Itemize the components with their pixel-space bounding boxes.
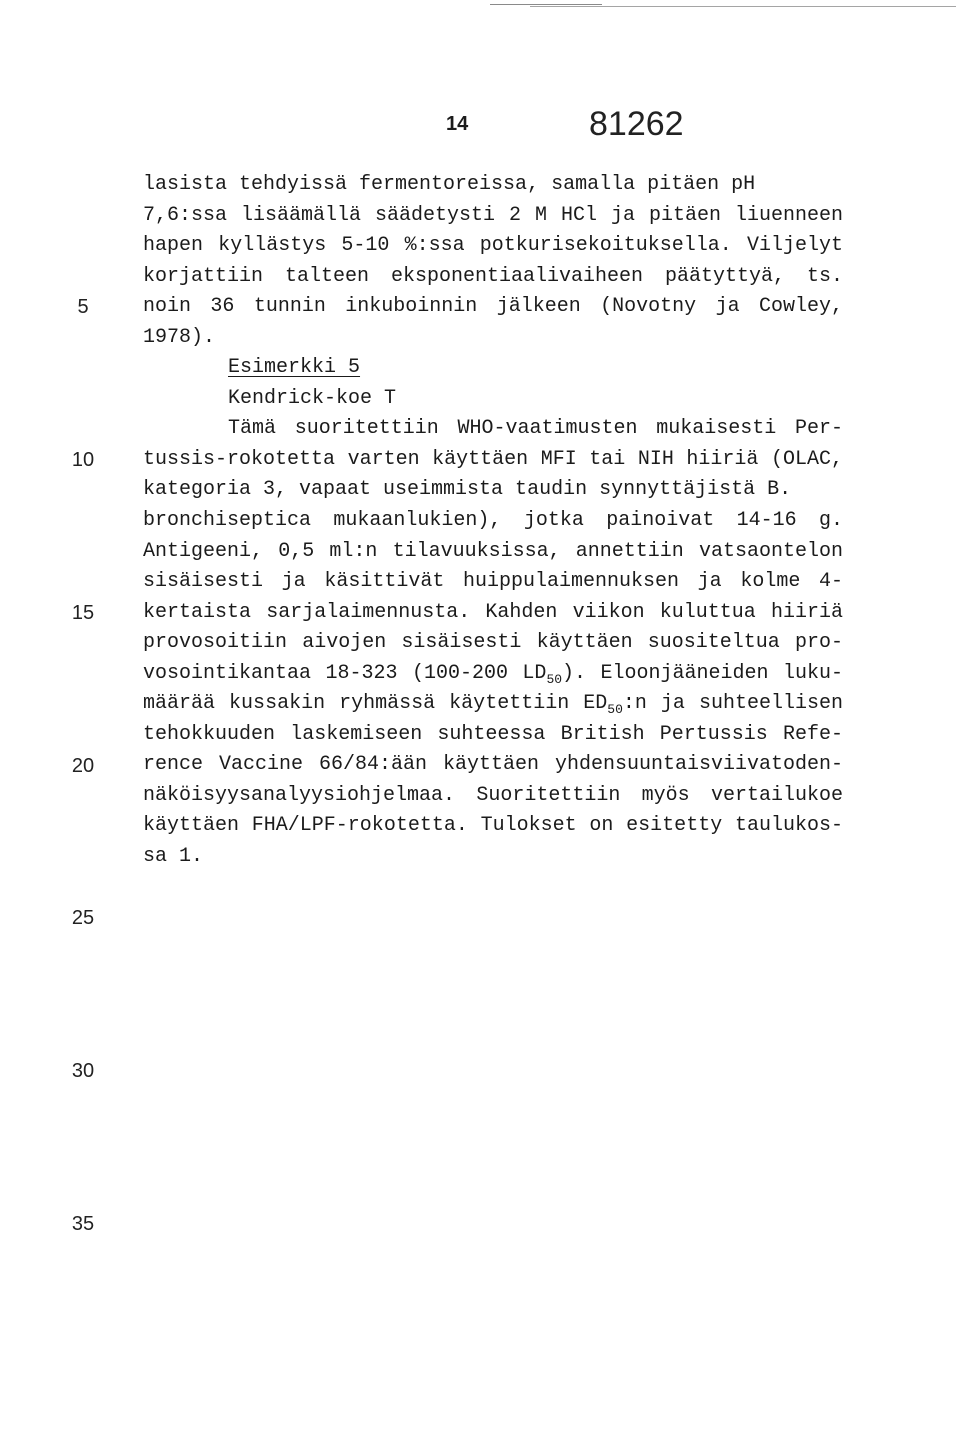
text-line: kertaista sarjalaimennusta. Kahden viikon kuluttua hiiriä bbox=[143, 600, 843, 624]
top-rule bbox=[490, 4, 602, 5]
top-rule bbox=[530, 6, 956, 7]
text-line: rence Vaccine 66/84:ään käyttäen yhdensuuntaisviivatoden- bbox=[143, 753, 843, 777]
text-line: tussis-rokotetta varten käyttäen MFI tai NIH hiiriä (OLAC, bbox=[143, 447, 843, 471]
text-segment: :n ja suhteellisen bbox=[622, 692, 843, 716]
margin-line-number: 15 bbox=[71, 602, 95, 624]
text-line bbox=[143, 659, 843, 690]
text-line bbox=[143, 689, 843, 720]
margin-line-number: 30 bbox=[71, 1060, 95, 1082]
text-line: hapen kyllästys 5-10 %:ssa potkurisekoituksella. Viljelyt bbox=[143, 234, 843, 258]
text-line: noin 36 tunnin inkuboinnin jälkeen (Novotny ja Cowley, bbox=[143, 295, 843, 319]
text-line: 1978). bbox=[143, 325, 216, 349]
page-number: 14 bbox=[446, 113, 469, 135]
text-line: tehokkuuden laskemiseen suhteessa British Pertussis Refe- bbox=[143, 722, 843, 746]
text-line: näköisyysanalyysiohjelmaa. Suoritettiin myös vertailukoe bbox=[143, 783, 843, 807]
text-line: lasista tehdyissä fermentoreissa, samalla pitäen pH bbox=[143, 173, 756, 196]
text-line: sa 1. bbox=[143, 845, 204, 869]
subscript: 50 bbox=[546, 671, 563, 687]
text-line: provosoitiin aivojen sisäisesti käyttäen suositeltua pro- bbox=[143, 631, 843, 655]
text-segment: määrää kussakin ryhmässä käytettiin ED bbox=[143, 692, 608, 716]
text-segment: vosointikantaa 18-323 (100-200 LD bbox=[143, 661, 547, 685]
text-line: Antigeeni, 0,5 ml:n tilavuuksissa, annettiin vatsaontelon bbox=[143, 539, 843, 563]
margin-line-number: 25 bbox=[71, 907, 95, 929]
example-heading-line bbox=[143, 353, 843, 384]
text-line: bronchiseptica mukaanlukien), jotka painoivat 14-16 g. bbox=[143, 509, 843, 533]
text-line: korjattiin talteen eksponentiaalivaiheen päätyttyä, ts. bbox=[143, 264, 843, 288]
body-text bbox=[143, 170, 843, 873]
text-segment: ). Eloonjääneiden luku- bbox=[562, 661, 843, 685]
example-title: Kendrick-koe T bbox=[228, 386, 397, 410]
subscript: 50 bbox=[607, 702, 623, 718]
margin-line-number: 35 bbox=[71, 1213, 95, 1235]
text-line: sisäisesti ja käsittivät huippulaimennuksen ja kolme 4- bbox=[143, 570, 843, 594]
document-number: 81262 bbox=[589, 105, 684, 143]
text-line: 7,6:ssa lisäämällä säädetysti 2 M HCl ja pitäen liuenneen bbox=[143, 203, 843, 227]
text-line: kategoria 3, vapaat useimmista taudin synnyttäjistä B. bbox=[143, 478, 792, 502]
example-heading: Esimerkki 5 bbox=[228, 356, 361, 380]
margin-line-number: 10 bbox=[71, 449, 95, 471]
margin-line-number: 20 bbox=[71, 755, 95, 777]
margin-line-number: 5 bbox=[77, 296, 89, 318]
text-line: käyttäen FHA/LPF-rokotetta. Tulokset on esitetty taulukos- bbox=[143, 814, 843, 838]
text-line: Tämä suoritettiin WHO-vaatimusten mukaisesti Per- bbox=[228, 417, 843, 441]
